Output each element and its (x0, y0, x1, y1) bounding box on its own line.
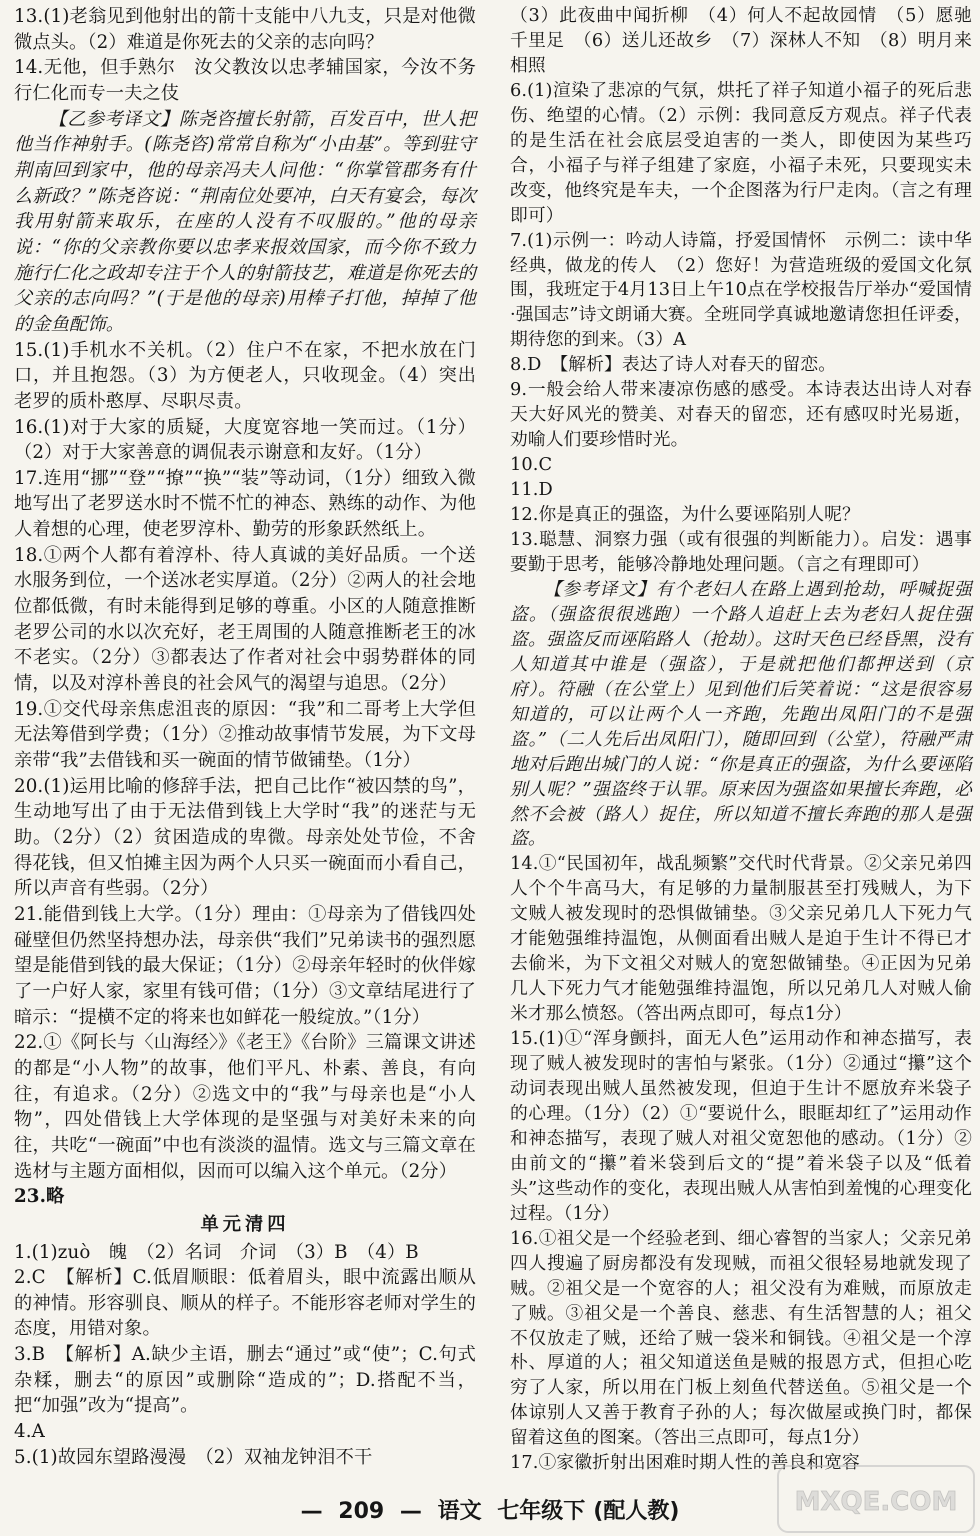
right-answer-block: 9.一般会给人带来凄凉伤感的感受。本诗表达出诗人对春天大好风光的赞美、对春天的留恋，还有感叹时光易逝，劝喻人们要珍惜时光。 (510, 380, 972, 451)
left-answer-block: 13.(1)老翁见到他射出的箭十支能中八九支，只是对他微微点头。（2）难道是你死去的父亲的志向吗？ (14, 6, 476, 53)
left-answer-block: 19.①交代母亲焦虑沮丧的原因：“我”和二哥考上大学但无法筹借到学费；（1分）②推动故事情节发展，为下文母亲带“我”去借钱和买一碗面的情节做铺垫。（1分） (14, 698, 476, 772)
left-answer-block: 20.(1)运用比喻的修辞手法，把自己比作“被囚禁的鸟”，生动地写出了由于无法借到钱上大学时“我”的迷茫与无助。（2分）（2）贫困造成的卑微。母亲处处节俭，不舍得花钱，但又怕摊主因为两个人只买一碗面而小看自己，所以声音有些弱。（2分） (14, 775, 476, 900)
left-answer-block: 17.连用“挪”“登”“撩”“换”“装”等动词，（1分）细致入微地写出了老罗送水时不慌不忙的神态、熟练的动作、为他人着想的心理，使老罗淳朴、勤劳的形象跃然纸上。 (14, 467, 476, 541)
footer-dash-left: — (300, 1499, 323, 1524)
left-answer-block: 16.(1)对于大家的质疑，大度宽容地一笑而过。（1分）（2）对于大家善意的调侃表示谢意和友好。（1分） (14, 416, 476, 464)
left-answer-block: 14.无他，但手熟尔 汝父教汝以忠孝辅国家，今汝不务行仁化而专一夫之伎 (14, 57, 476, 104)
right-answer-block: 【参考译文】有个老妇人在路上遇到抢劫，呼喊捉强盗。（强盗很很逃跑）一个路人追赶上去为老妇人捉住强盗。强盗反而诬陷路人（抢劫）。这时天色已经昏黑，没有人知道其中谁是（强盗），于是就把他们都押送到（京府）。符融（在公堂上）见到他们后笑着说：“这是很容易知道的，可以让两个人一齐跑，先跑出凤阳门的不是强盗。”（二人先后出凤阳门），随即回到（公堂），符融严肃地对后跑出城门的人说：“你是真正的强盗，为什么要诬陷别人呢？”强盗终于认罪。原来因为强盗如果擅长奔跑，必然不会被（路人）捉住，所以知道不擅长奔跑的那人是强盗。 (510, 579, 972, 850)
right-answer-block: 8.D 【解析】表达了诗人对春天的留恋。 (510, 355, 837, 376)
left-answer-block: 15.(1)手机水不关机。（2）住户不在家，不把水放在门口，并且抱怨。（3）为方便老人，只收现金。（4）突出老罗的质朴憨厚、尽职尽责。 (14, 339, 476, 412)
left-answer-block: 1.(1)zuò 魄 （2）名词 介词 （3）B （4）B (14, 1241, 419, 1263)
edition-label: (配人教) (593, 1499, 680, 1524)
grade-label: 七年级下 (497, 1499, 586, 1524)
right-answer-block: 15.(1)①“浑身颤抖，面无人色”运用动作和神态描写，表现了贼人被发现时的害怕与紧张。（1分）②通过“攥”这个动词表现出贼人虽然被发现，但迫于生计不愿放弃米袋子的心理。（1分）（2）①“要说什么，眼眶却红了”运用动作和神态描写，表现了贼人对祖父宽恕他的感动。（1分）②由前文的“攥”着米袋到后文的“提”着米袋子以及“低着头”这些动作的变化，表现出贼人从害怕到羞愧的心理变化过程。（1分） (510, 1029, 972, 1224)
left-column (14, 4, 476, 1470)
footer-dash-right: — (399, 1499, 422, 1524)
left-answer-block: 23.略 (14, 1186, 65, 1208)
left-answer-block: 3.B 【解析】A.缺少主语，删去“通过”或“使”；C.句式杂糅，删去“的原因”或删除“造成的”；D.搭配不当，把“加强”改为“提高”。 (14, 1344, 476, 1417)
right-answer-block: 10.C (510, 455, 553, 476)
left-answer-block: 2.C 【解析】C.低眉顺眼：低着眉头，眼中流露出顺从的神情。形容驯良、顺从的样子。不能形容老师对学生的态度，用错对象。 (14, 1267, 476, 1340)
right-answer-block: 7.(1)示例一：吟动人诗篇，抒爱国情怀 示例二：读中华经典，做龙的传人 （2）您好！为营造班级的爱国文化氛围，我班定于4月13日上午10点在学校报告厅举办“爱国情·强国志”诗文朗诵大赛。全班同学真诚地邀请您担任评委，期待您的到来。（3）A (510, 230, 972, 351)
right-answer-block: 13.聪慧、洞察力强（或有很强的判断能力）。启发：遇事要勤于思考，能够冷静地处理问题。（言之有理即可） (510, 530, 972, 575)
right-answer-block: 14.①“民国初年，战乱频繁”交代时代背景。②父亲兄弟四人个个牛高马大，有足够的力量制服甚至打残贼人，为下文贼人被发现时的恐惧做铺垫。③父亲兄弟几人下死力气才能勉强维持温饱，从侧面看出贼人是迫于生计不得已才去偷米，为下文祖父对贼人的宽恕做铺垫。④正因为兄弟几人下死力气才能勉强维持温饱，所以兄弟几人对贼人偷米才那么愤怒。（答出两点即可，每点1分） (510, 854, 972, 1025)
right-answer-block: 11.D (510, 480, 553, 501)
left-answer-block: 5.(1)故园东望路漫漫 （2）双袖龙钟泪不干 (14, 1446, 373, 1468)
left-answer-block: 21.能借到钱上大学。（1分）理由：①母亲为了借钱四处碰壁但仍然坚持想办法，母亲供“我们”兄弟读书的强烈愿望是能借到钱的最大保证；（1分）②母亲年轻时的伙伴嫁了一户好人家，家里有钱可借；（1分）③文章结尾进行了暗示：“提横不定的将来也如鲜花一般绽放。”（1分） (14, 903, 476, 1028)
right-column (510, 4, 972, 1476)
left-answer-block: 【乙参考译文】陈尧咨擅长射箭，百发百中，世人把他当作神射手。(陈尧咨)常常自称为“小由基”。等到驻守荆南回到家中，他的母亲冯夫人问他：“你掌管郡务有什么新政？”陈尧咨说：“荆南位处要冲，白天有宴会，每次我用射箭来取乐，在座的人没有不叹服的。”他的母亲说：“你的父亲教你要以忠孝来报效国家，而今你不致力施行仁化之政却专注于个人的射箭技艺，难道是你死去的父亲的志向吗？”(于是他的母亲)用棒子打他，掉掉了他的金鱼配饰。 (14, 108, 476, 335)
page-number: 209 (338, 1499, 385, 1524)
left-answer-block: 单元清四 (200, 1213, 290, 1235)
left-answer-block: 4.A (14, 1421, 45, 1443)
subject-label: 语文 (437, 1499, 482, 1524)
right-answer-block: （3）此夜曲中闻折柳 （4）何人不起故园情 （5）愿驰千里足 （6）送儿还故乡 （7）深林人不知 （8）明月来相照 (510, 6, 972, 76)
watermark-text: MXQE.COM (794, 1487, 958, 1517)
right-answer-block: 12.你是真正的强盗，为什么要诬陷别人呢？ (510, 505, 860, 526)
left-answer-block: 18.①两个人都有着淳朴、待人真诚的美好品质。一个送水服务到位，一个送冰老实厚道。（2分）②两人的社会地位都低微，有时未能得到足够的尊重。小区的人随意推断老罗公司的水以次充好，老王周围的人随意推断老王的冰不老实。（2分）③都表达了作者对社会中弱势群体的同情，以及对淳朴善良的社会风气的渴望与追思。（2分） (14, 544, 476, 695)
watermark-logo (776, 1464, 976, 1534)
right-answer-block: 17.①家徽折射出困难时期人性的善良和宽容 (510, 1453, 860, 1474)
right-answer-block: 6.(1)渲染了悲凉的气氛，烘托了祥子知道小福子的死后悲伤、绝望的心情。（2）示例：我同意反方观点。祥子代表的是生活在社会底层受迫害的一类人，即使因为某些巧合，小福子与祥子组建了家庭，小福子未死，只要现实未改变，他终究是车夫，一个企图落为行尸走肉。（言之有理即可） (510, 80, 972, 226)
right-answer-block: 16.①祖父是一个经验老到、细心睿智的当家人；父亲兄弟四人搜遍了厨房都没有发现贼，而祖父很轻易地就发现了贼。②祖父是一个宽容的人；祖父没有为难贼，而原放走了贼。③祖父是一个善良、慈悲、有生活智慧的人；祖父不仅放走了贼，还给了贼一袋米和铜钱。④祖父是一个淳朴、厚道的人；祖父知道送鱼是贼的报恩方式，但担心吃穷了人家，所以用在门板上刻鱼代替送鱼。⑤祖父是一个体谅别人又善于教育子孙的人；每次做屋或换门时，都保留着这鱼的图案。（答出三点即可，每点1分） (510, 1228, 972, 1449)
left-answer-block: 22.①《阿长与〈山海经〉》《老王》《台阶》三篇课文讲述的都是“小人物”的故事，他们平凡、朴素、善良，有向往，有追求。（2分）②选文中的“我”与母亲也是“小人物”，四处借钱上大学体现的是坚强与对美好未来的向往，共吃“一碗面”中也有淡淡的温情。选文与三篇文章在选材与主题方面相似，因而可以编入这个单元。（2分） (14, 1032, 476, 1182)
